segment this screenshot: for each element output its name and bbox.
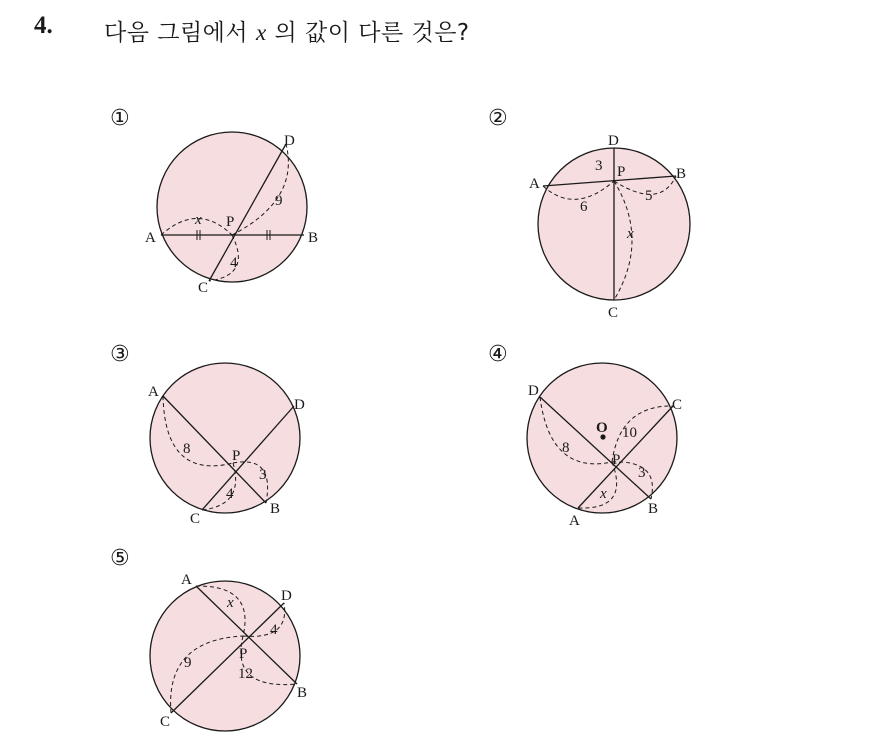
figure-5-label-p: P (239, 646, 248, 662)
figure-2-label-p: P (617, 164, 626, 180)
question-number: 4. (34, 12, 53, 39)
figure-3-value-4: 4 (226, 486, 234, 502)
option-2-marker[interactable]: ② (488, 106, 508, 131)
figure-5-label-a: A (181, 572, 192, 588)
figure-3-label-p: P (232, 448, 241, 464)
figure-1-value-9: 9 (275, 193, 283, 209)
figure-4-label-o: O (596, 420, 608, 436)
figure-4-value-8: 8 (562, 440, 570, 456)
figure-3-label-c: C (190, 511, 201, 527)
figure-5-value-12: 12 (238, 666, 253, 682)
figure-4-label-c: C (672, 397, 683, 413)
figure-5-value-4: 4 (270, 622, 278, 638)
figure-3 (148, 363, 305, 527)
figure-2-label-c: C (608, 305, 619, 321)
figure-5-circle (150, 581, 300, 731)
figure-4-label-b: B (648, 501, 659, 517)
figure-2-label-d: D (608, 133, 619, 149)
figure-4-value-x: x (600, 486, 607, 502)
option-1-marker[interactable]: ① (110, 106, 130, 131)
figure-5-label-c: C (160, 714, 171, 730)
figure-3-circle (150, 363, 300, 513)
figure-2-value-6: 6 (580, 199, 588, 215)
figure-5-value-9: 9 (184, 655, 192, 671)
figure-5-label-d: D (281, 588, 292, 604)
figure-1-value-4: 4 (230, 255, 238, 271)
figure-3-value-8: 8 (183, 441, 191, 457)
figure-2-label-b: B (676, 166, 687, 182)
figure-3-label-a: A (148, 384, 159, 400)
figure-1-label-c: C (198, 280, 209, 296)
figure-3-label-d: D (294, 397, 305, 413)
figure-5-value-x: x (227, 595, 234, 611)
figure-2 (529, 133, 690, 321)
option-5-marker[interactable]: ⑤ (110, 546, 130, 571)
figure-4-value-3: 3 (638, 465, 646, 481)
figure-3-label-b: B (270, 501, 281, 517)
question-text-before: 다음 그림에서 (104, 20, 256, 46)
question-text-after: 의 값이 다른 것은? (266, 20, 470, 46)
figure-2-value-5: 5 (645, 188, 653, 204)
figure-4-label-a: A (569, 513, 580, 529)
option-3-marker[interactable]: ③ (110, 342, 130, 367)
figure-1-label-a: A (145, 230, 156, 246)
figure-2-value-3: 3 (595, 158, 603, 174)
figure-1-label-d: D (284, 133, 295, 149)
figure-4-label-p: P (612, 452, 621, 468)
question-variable: x (255, 20, 267, 45)
figure-4-value-10: 10 (622, 425, 637, 441)
option-4-marker[interactable]: ④ (488, 342, 508, 367)
figure-5-label-b: B (297, 685, 308, 701)
figure-1-label-p: P (226, 214, 235, 230)
figure-3-value-3: 3 (259, 467, 267, 483)
figure-5 (150, 572, 307, 731)
figure-4 (527, 363, 682, 529)
figure-1-value-x: x (195, 212, 202, 228)
figure-1-label-b: B (308, 230, 319, 246)
figure-2-label-a: A (529, 176, 540, 192)
figure-4-label-d: D (528, 383, 539, 399)
figure-2-value-x: x (627, 226, 634, 242)
figure-1 (145, 132, 318, 296)
